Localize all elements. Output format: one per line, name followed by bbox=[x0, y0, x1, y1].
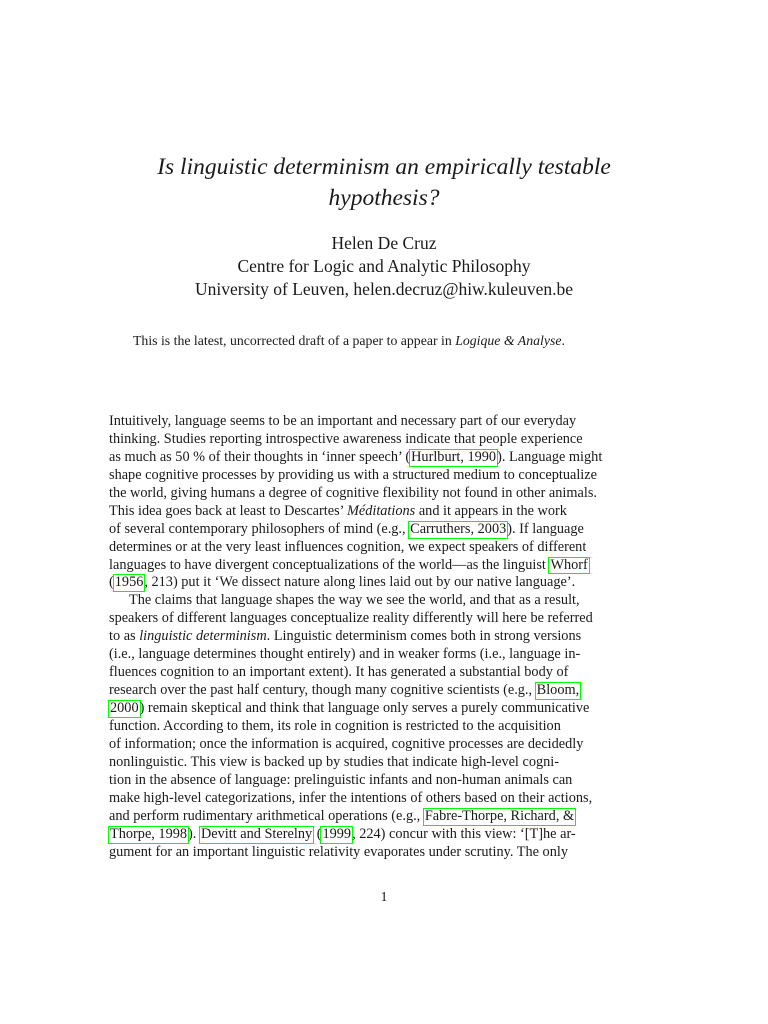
draft-note-end: . bbox=[561, 333, 565, 348]
body-line: gument for an important linguistic relativity evaporates under scrutiny. The only bbox=[109, 843, 568, 860]
citation-link[interactable]: Whorf bbox=[550, 556, 588, 573]
author-block bbox=[80, 232, 688, 301]
citation-link[interactable]: 1956 bbox=[114, 574, 144, 591]
body-line: to as linguistic determinism . Linguistic determinism comes both in strong versions bbox=[109, 628, 582, 645]
body-line: the world, giving humans a degree of cognitive flexibility not found in other animals. bbox=[109, 484, 597, 501]
body-line: 2000 ) remain skeptical and think that language only serves a purely communicative bbox=[110, 700, 590, 716]
draft-note bbox=[80, 333, 740, 349]
body-line: fluences cognition to an important extent). It has generated a substantial body of bbox=[109, 664, 569, 681]
paper-title bbox=[80, 152, 688, 214]
body-line: function. According to them, its role in cognition is restricted to the acquisition bbox=[109, 717, 561, 734]
author-institution: University of Leuven, helen.decruz@hiw.kuleuven.be bbox=[195, 279, 573, 299]
title-line-2: hypothesis? bbox=[328, 185, 440, 211]
body-line: languages to have divergent conceptualizations of the world—as the linguist Whorf bbox=[109, 556, 588, 573]
citation-link[interactable]: Carruthers, 2003 bbox=[410, 520, 507, 537]
citation-link[interactable]: Devitt and Sterelny bbox=[200, 825, 313, 842]
body-line: tion in the absence of language: prelinguistic infants and non-human animals can bbox=[109, 771, 573, 788]
journal-name: Logique & Analyse bbox=[455, 333, 562, 348]
citation-link[interactable]: Hurlburt, 1990 bbox=[411, 448, 497, 465]
body-line: make high-level categorizations, infer the intentions of others based on their actions, bbox=[109, 789, 593, 806]
body-line: ( 1956 , 213) put it ‘We dissect nature along lines laid out by our native language’. bbox=[109, 574, 576, 591]
body-line: shape cognitive processes by providing us with a structured medium to conceptualize bbox=[109, 466, 597, 483]
body-line: nonlinguistic. This view is backed up by studies that indicate high-level cogni- bbox=[109, 753, 560, 770]
body-line: thinking. Studies reporting introspective awareness indicate that people experience bbox=[109, 430, 583, 447]
body-line: research over the past half century, though many cognitive scientists (e.g., Bloom, bbox=[109, 682, 580, 699]
body-line: of several contemporary philosophers of mind (e.g., Carruthers, 2003 ). If language bbox=[109, 520, 584, 537]
body-line: Intuitively, language seems to be an important and necessary part of our everyday bbox=[109, 413, 577, 429]
body-line: and perform rudimentary arithmetical operations (e.g., Fabre-Thorpe, Richard, & bbox=[109, 807, 575, 824]
body-line: This idea goes back at least to Descartes’ Méditations and it appears in the work bbox=[109, 502, 567, 519]
body-line: of information; once the information is acquired, cognitive processes are decidedly bbox=[109, 735, 584, 752]
citation-link[interactable]: Fabre-Thorpe, Richard, & bbox=[424, 807, 575, 824]
body-line: speakers of different languages conceptualize reality differently will here be referred bbox=[109, 610, 593, 627]
citation-link[interactable]: Thorpe, 1998 bbox=[110, 825, 188, 842]
page-number: 1 bbox=[380, 890, 388, 905]
title-line-1: Is linguistic determinism an empirically testable bbox=[157, 154, 611, 180]
citation-link[interactable]: 2000 bbox=[110, 700, 139, 716]
author-name: Helen De Cruz bbox=[331, 233, 437, 253]
body-line: determines or at the very least influences cognition, we expect speakers of different bbox=[109, 538, 587, 555]
citation-link[interactable]: 1999 bbox=[322, 825, 352, 842]
author-affiliation: Centre for Logic and Analytic Philosophy bbox=[237, 256, 531, 276]
body-text bbox=[109, 413, 658, 861]
body-line: as much as 50 % of their thoughts in ‘inner speech’ ( Hurlburt, 1990 ). Language might bbox=[109, 448, 603, 465]
body-line: The claims that language shapes the way we see the world, and that as a result, bbox=[129, 592, 580, 609]
citation-link[interactable]: Bloom, bbox=[536, 682, 580, 699]
body-line: (i.e., language determines thought entirely) and in weaker forms (i.e., language in- bbox=[109, 646, 581, 663]
body-line: Thorpe, 1998 ). Devitt and Sterelny ( 1999 , 224) concur with this view: ‘[T]he ar- bbox=[110, 825, 576, 842]
draft-note-text: This is the latest, uncorrected draft of a paper to appear in bbox=[133, 333, 456, 348]
